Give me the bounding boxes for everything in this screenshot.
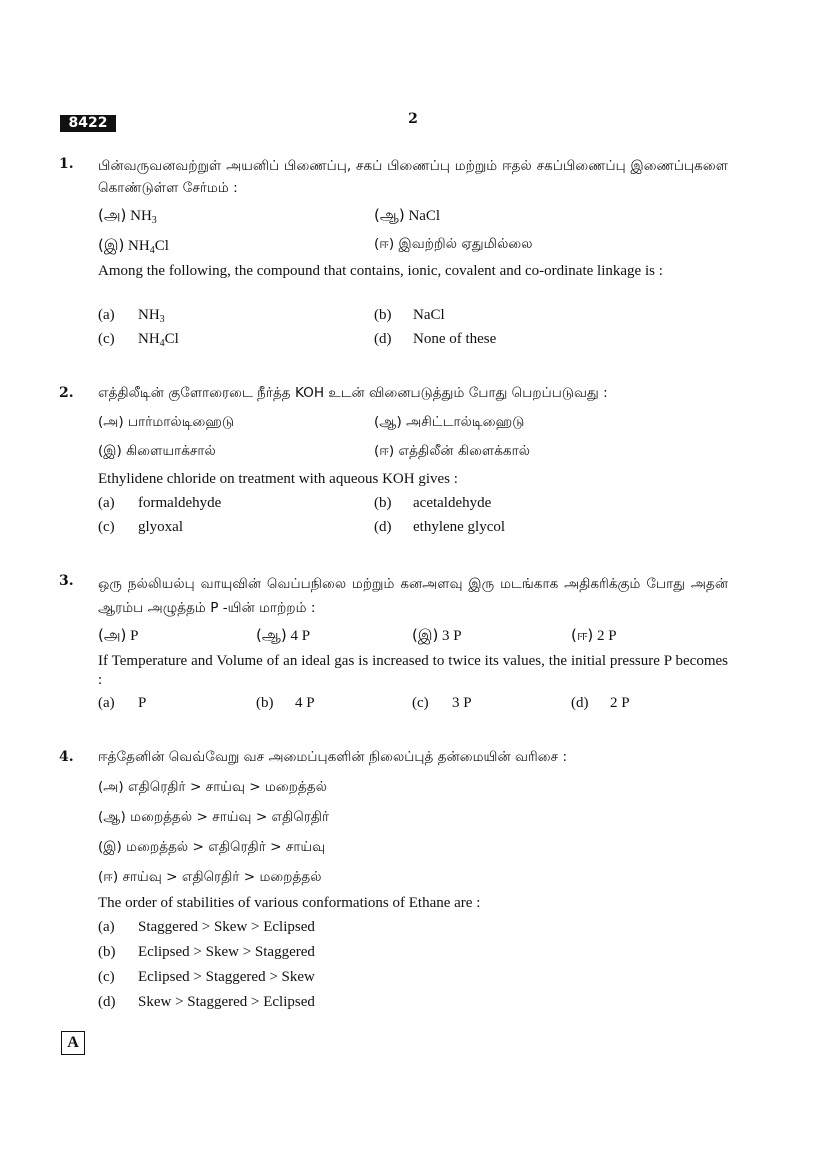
option-english-a — [98, 695, 146, 712]
option-text: 2 P — [610, 695, 630, 711]
option-text: Eclipsed > Skew > Staggered — [138, 944, 315, 960]
option-text: NaCl — [408, 208, 441, 224]
option-english-d — [571, 695, 630, 712]
option-tamil-a — [98, 626, 138, 646]
option-english-a — [98, 495, 221, 512]
option-tamil-d — [571, 626, 617, 646]
option-label: (d) — [571, 695, 589, 711]
option-text: $NH_4Cl$ — [128, 238, 169, 256]
option-label: (அ) — [98, 206, 127, 224]
option-text: P — [130, 628, 139, 644]
option-text: சாய்வு > எதிரெதிர் > மறைத்தல் — [122, 869, 322, 885]
option-label: (இ) — [412, 626, 439, 644]
option-english-b — [374, 307, 445, 324]
option-label: (ஆ) — [98, 809, 126, 825]
option-label: (ஈ) — [571, 626, 594, 644]
option-label: (a) — [98, 307, 115, 323]
option-text: பார்மால்டிஹைடு — [128, 414, 235, 430]
question-stem-tamil: எத்திலீடின் குளோரைடை நீர்த்த KOH உடன் வினைபடுத்தும் போது பெறப்படுவது : — [98, 385, 608, 401]
option-label: (ஆ) — [374, 206, 405, 224]
option-label: (d) — [374, 519, 392, 535]
option-text: 2 P — [597, 628, 617, 644]
option-english-d — [98, 994, 315, 1011]
option-english-d — [374, 331, 496, 348]
option-text: எதிரெதிர் > சாய்வு > மறைத்தல் — [128, 779, 328, 795]
option-text: 4 P — [290, 628, 311, 644]
option-label: (b) — [374, 495, 392, 511]
page-number: 2 — [408, 111, 418, 127]
option-text: formaldehyde — [138, 495, 222, 511]
option-english-c — [412, 695, 472, 712]
option-english-b — [98, 944, 315, 961]
option-tamil-c — [98, 839, 325, 857]
option-english-a — [98, 919, 315, 936]
option-text: Staggered > Skew > Eclipsed — [138, 919, 315, 935]
option-english-a — [98, 307, 165, 324]
option-text: $NH_4Cl$ — [138, 331, 179, 349]
option-tamil-c — [98, 443, 216, 461]
option-label: (c) — [98, 331, 115, 347]
option-label: (a) — [98, 495, 115, 511]
question-number: 1. — [59, 156, 74, 172]
option-text: acetaldehyde — [413, 495, 492, 511]
option-label: (அ) — [98, 414, 124, 430]
option-text: Skew > Staggered > Eclipsed — [138, 994, 315, 1010]
option-text: அசிட்டால்டிஹைடு — [406, 414, 525, 430]
option-label: (இ) — [98, 443, 122, 459]
option-tamil-b — [256, 626, 310, 646]
option-label: (b) — [98, 944, 116, 960]
option-label: (a) — [98, 695, 115, 711]
question-stem-english: The order of stabilities of various conformations of Ethane are : — [98, 895, 481, 911]
option-label: (b) — [256, 695, 274, 711]
question-stem-english: Among the following, the compound that contains, ionic, covalent and co-ordinate linkage is : — [98, 263, 663, 279]
paper-code-badge: 8422 — [60, 115, 116, 132]
option-tamil-d — [374, 236, 533, 254]
option-label: (a) — [98, 919, 115, 935]
option-text: 4 P — [295, 695, 315, 711]
option-label: (ஈ) — [98, 869, 119, 885]
option-text: NaCl — [413, 307, 445, 323]
option-tamil-d — [98, 869, 322, 887]
option-english-d — [374, 519, 505, 536]
option-text: கிளையாக்சால் — [126, 443, 216, 459]
option-text: ethylene glycol — [413, 519, 506, 535]
option-text: glyoxal — [138, 519, 183, 535]
option-label: (c) — [98, 519, 115, 535]
option-label: (d) — [374, 331, 392, 347]
option-tamil-b — [374, 414, 524, 432]
option-label: (இ) — [98, 236, 125, 254]
option-text: மறைத்தல் > சாய்வு > எதிரெதிர் — [130, 809, 330, 825]
option-tamil-c — [412, 626, 462, 646]
series-mark-box: A — [61, 1031, 85, 1055]
option-tamil-a — [98, 414, 234, 432]
option-text: None of these — [413, 331, 497, 347]
option-english-c — [98, 969, 315, 986]
option-label: (b) — [374, 307, 392, 323]
option-tamil-a — [98, 779, 327, 797]
question-stem-english: Ethylidene chloride on treatment with aqueous KOH gives : — [98, 471, 458, 487]
option-label: (d) — [98, 994, 116, 1010]
option-label: (அ) — [98, 779, 124, 795]
option-text: P — [138, 695, 147, 711]
option-text: 3 P — [452, 695, 472, 711]
option-label: (இ) — [98, 839, 122, 855]
option-label: (ஆ) — [374, 414, 402, 430]
option-tamil-a — [98, 206, 157, 226]
option-english-b — [374, 495, 491, 512]
option-english-c — [98, 519, 183, 536]
option-text: $NH_3$ — [130, 208, 157, 226]
option-tamil-c — [98, 236, 169, 256]
option-text: Eclipsed > Staggered > Skew — [138, 969, 315, 985]
question-stem-tamil: ஒரு நல்லியல்பு வாயுவின் வெப்பநிலை மற்றும் கனஅளவு இரு மடங்காக அதிகரிக்கும் போது அதன் ஆரம்ப அழுத்தம் P -யின் மாற்றம் : — [98, 576, 728, 616]
option-text: 3 P — [442, 628, 462, 644]
option-english-c — [98, 331, 179, 348]
option-label: (ஈ) — [374, 236, 395, 252]
question-number: 3. — [59, 573, 74, 589]
question-stem-english: If Temperature and Volume of an ideal gas is increased to twice its values, the initial pressure P becomes : — [98, 653, 728, 688]
option-text: இவற்றில் ஏதுமில்லை — [398, 236, 533, 252]
option-label: (ஆ) — [256, 626, 287, 644]
question-number: 4. — [59, 749, 74, 765]
option-text: $NH_3$ — [138, 307, 165, 325]
option-tamil-d — [374, 443, 530, 461]
option-label: (c) — [98, 969, 115, 985]
question-stem-tamil: பின்வருவனவற்றுள் அயனிப் பிணைப்பு, சகப் பிணைப்பு மற்றும் ஈதல் சகப்பிணைப்பு இணைப்புகளை கொண்டுள்ள சேர்மம் : — [98, 158, 728, 196]
option-label: (அ) — [98, 626, 127, 644]
option-text: மறைத்தல் > எதிரெதிர் > சாய்வு — [126, 839, 326, 855]
option-label: (ஈ) — [374, 443, 395, 459]
option-english-b — [256, 695, 315, 712]
question-number: 2. — [59, 385, 74, 401]
option-label: (c) — [412, 695, 429, 711]
option-tamil-b — [98, 809, 329, 827]
option-text: எத்திலீன் கிளைக்கால் — [398, 443, 530, 459]
option-tamil-b — [374, 206, 440, 226]
question-stem-tamil: ஈத்தேனின் வெவ்வேறு வச அமைப்புகளின் நிலைப்புத் தன்மையின் வரிசை : — [98, 749, 568, 765]
